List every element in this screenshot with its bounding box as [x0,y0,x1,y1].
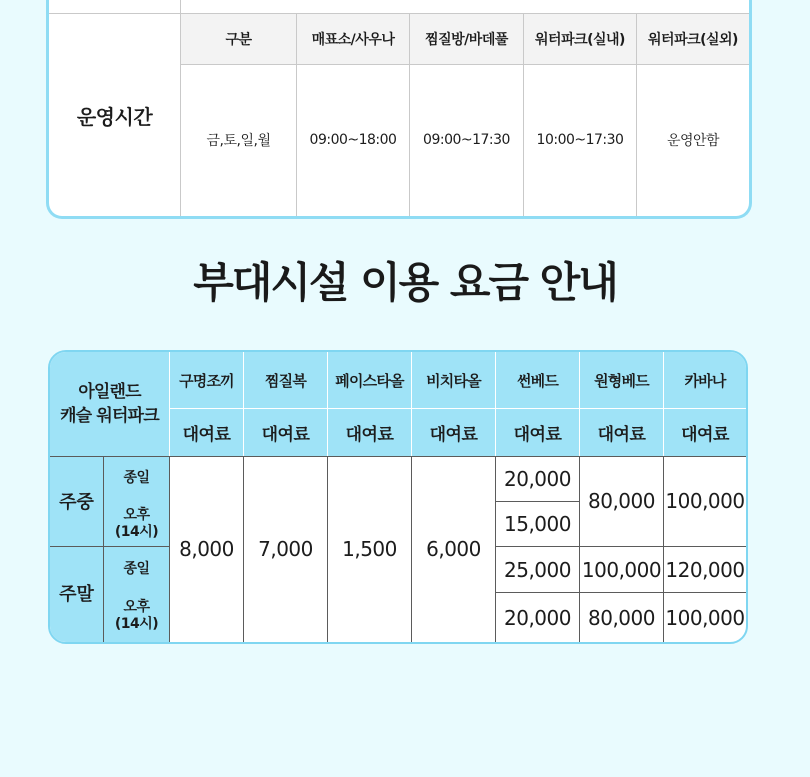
hours-header-ticket-sauna: 매표소/사우나 [297,14,409,64]
divider [496,501,580,502]
price-lifejacket: 8,000 [179,537,234,561]
price-cabana-weekday: 100,000 [665,489,745,513]
hours-value-ticket-sauna: 09:00~18:00 [309,132,397,148]
hours-value-waterpark-outdoor: 운영안함 [666,133,720,149]
row-weekday: 주중 [59,492,94,513]
price-sauna-wear: 7,000 [258,537,313,561]
hours-header-jjimjil-badepool: 찜질방/바데풀 [410,14,523,64]
park-name [50,352,169,456]
divider [50,456,746,457]
divider [495,352,496,456]
price-cabana-weekend-afternoon: 100,000 [665,605,745,630]
hours-row-label: 운영시간 [76,104,153,129]
divider [169,352,170,456]
price-sunbed-weekday-afternoon: 15,000 [504,512,571,536]
item-lifejacket: 구명조끼 [179,371,234,390]
price-roundbed-weekday: 80,000 [588,489,655,513]
hours-header-waterpark-indoor: 워터파크(실내) [524,14,636,64]
divider [327,456,328,642]
item-cabana: 카바나 [684,371,726,390]
divider [169,456,170,642]
price-roundbed-weekend-allday: 100,000 [581,557,662,582]
divider [50,546,169,547]
divider [243,352,244,456]
hours-header-category: 구분 [181,14,296,64]
fee-label: 대여료 [513,425,562,445]
divider [496,592,746,593]
fee-label: 대여료 [429,425,478,445]
divider [243,456,244,642]
weekday-afternoon [104,502,169,546]
rental-fee-table [48,350,748,644]
weekday-allday: 종일 [123,470,150,486]
fee-label: 대여료 [345,425,394,445]
divider [579,456,580,642]
item-sauna-wear: 찜질복 [264,371,307,390]
afternoon-label: 오후 [123,598,150,615]
price-roundbed-weekend-afternoon: 80,000 [588,605,655,630]
price-face-towel: 1,500 [342,537,397,561]
price-sunbed-weekend-allday: 25,000 [504,557,571,582]
weekend-allday: 종일 [123,561,150,577]
item-round-bed: 원형베드 [594,371,649,390]
item-sunbed: 썬베드 [516,371,559,390]
divider [411,352,412,456]
operating-hours-table [46,0,752,219]
park-name-line2: 캐슬 워터파크 [60,406,159,426]
divider [663,352,664,456]
fee-label: 대여료 [681,425,729,445]
afternoon-label: 오후 [123,507,150,523]
weekend-afternoon [104,593,169,638]
item-beach-towel: 비치타올 [426,371,481,390]
fee-label: 대여료 [182,425,231,445]
divider [103,456,104,642]
afternoon-time: (14시) [114,524,159,540]
fee-label: 대여료 [261,425,310,445]
divider [169,408,746,409]
hours-header-waterpark-outdoor: 워터파크(실외) [637,14,749,64]
price-sunbed-weekday-allday: 20,000 [504,466,571,491]
hours-value-waterpark-indoor: 10:00~17:30 [536,132,624,148]
price-beach-towel: 6,000 [426,537,481,561]
fee-label: 대여료 [597,425,646,445]
hours-value-jjimjil-badepool: 09:00~17:30 [423,132,510,148]
hours-value-days: 금,토,일,월 [206,133,271,149]
divider [327,352,328,456]
row-weekend: 주말 [59,583,94,605]
divider [579,352,580,456]
park-name-line1: 아일랜드 [78,382,141,402]
divider [663,456,664,642]
price-cabana-weekend-allday: 120,000 [665,557,745,582]
price-sunbed-weekend-afternoon: 20,000 [504,605,571,630]
divider [411,456,412,642]
afternoon-time: (14시) [114,615,159,632]
divider [496,546,746,547]
divider [495,456,496,642]
item-face-towel: 페이스타올 [335,371,404,390]
page-title: 부대시설 이용 요금 안내 [193,258,617,307]
